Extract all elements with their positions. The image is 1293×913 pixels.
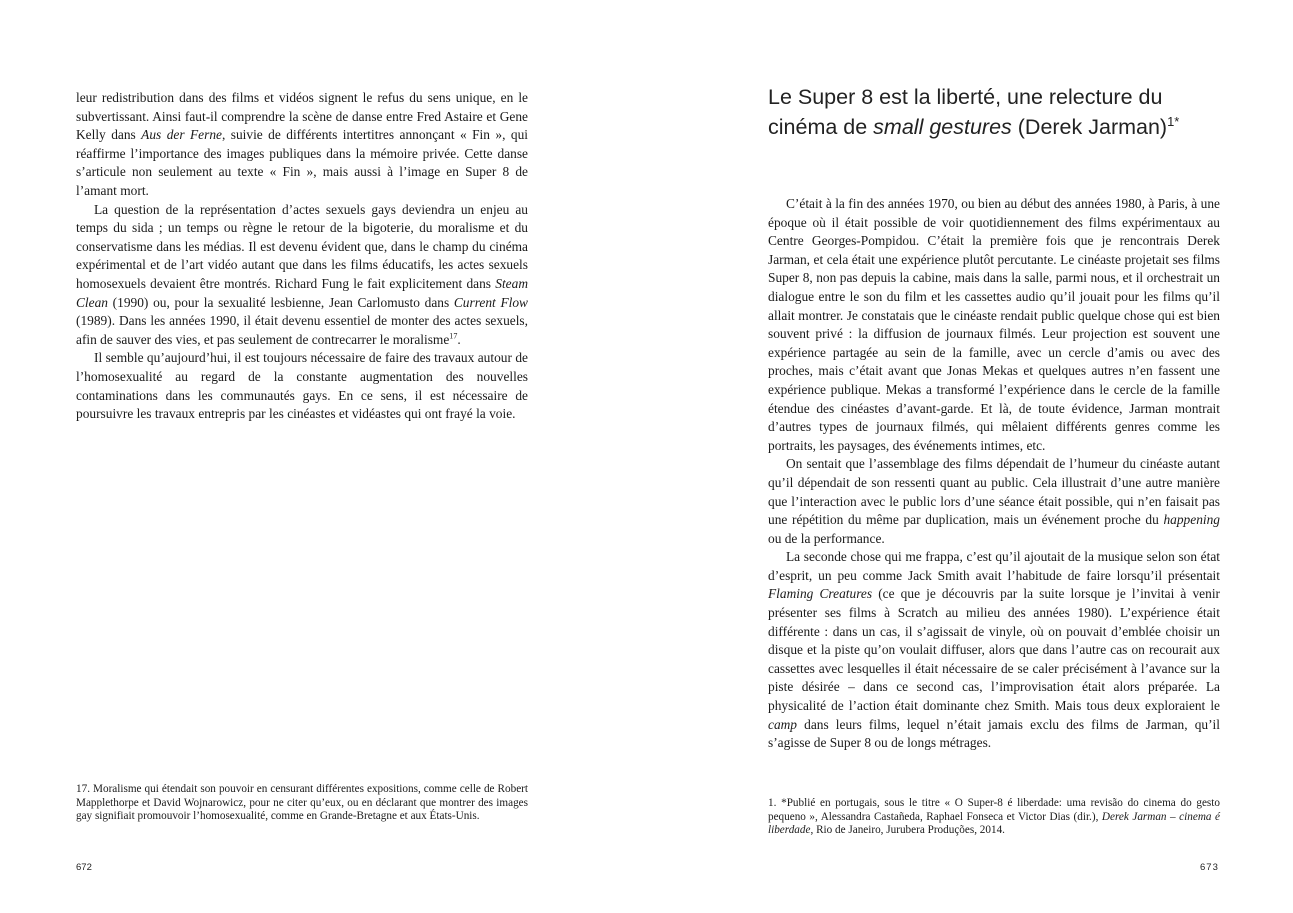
footnote: [768, 797, 1220, 838]
text-run: La question de la représentation d’actes sexuels gays deviendra un enjeu au temps du sida ; un temps ou règne le retour de la bigoterie, du moralisme et du conservatisme dans les médias. Il est devenu évident que, dans le champ du cinéma expérimental et de l’art vidéo autant que dans les films éducatifs, les actes sexuels homosexuels devaient être montrés. Richard Fung le fait explicitement dans: [76, 201, 528, 291]
paragraph: [768, 195, 1220, 455]
italic-title: Steam Clean: [76, 275, 528, 310]
paragraph: [768, 455, 1220, 548]
italic-title: camp: [768, 716, 798, 732]
body-text: [76, 89, 528, 424]
text-run: leur redistribution dans des films et vidéos signent le refus du sens unique, en le subvertissant. Ainsi faut-il comprendre la scène de danse entre Fred Astaire et Gene Kelly dans: [76, 90, 528, 143]
text-run: (1989). Dans les années 1990, il était devenu essentiel de monter des actes sexuels, afin de sauver des vies, et pas seulement de contrecarrer le moralisme: [76, 313, 528, 347]
title-italic: small gestures: [873, 115, 1012, 139]
paragraph: [76, 89, 528, 201]
left-page: [0, 0, 646, 913]
body-text: [768, 195, 1220, 753]
italic-title: Flaming Creatures: [768, 586, 873, 602]
page-number: 672: [76, 862, 92, 873]
text-run: ou de la performance.: [768, 530, 885, 546]
text-run: On sentait que l’assemblage des films dépendait de l’humeur du cinéaste autant qu’il dépendait de son ressenti quant au public. Cela illustrait d’une autre manière que l’interaction avec le public lors d’une séance était possible, qui n’en faisait pas une répétition du même par duplication, mais un événement proche du: [768, 456, 1220, 528]
text-run: La seconde chose qui me frappa, c’est qu’il ajoutait de la musique selon son état d’esprit, un peu comme Jack Smith avait l’habitude de faire lorsqu’il présentait: [768, 549, 1220, 583]
text-run: Il semble qu’aujourd’hui, il est toujours nécessaire de faire des travaux autour de l’homosexualité au regard de la constante augmentation des nouvelles contaminations dans les communautés gays. En ce sens, il est nécessaire de poursuivre les travaux entrepris par les cinéastes et vidéastes qui ont frayé la voie.: [76, 350, 528, 422]
footnote: [76, 783, 528, 824]
footnote-reference: 17: [449, 331, 458, 341]
text-run: dans leurs films, lequel n’était jamais exclu des films de Jarman, qu’il s’agisse de Super 8 ou de longs métrages.: [768, 716, 1220, 751]
right-page: [647, 0, 1293, 913]
text-run: , Rio de Janeiro, Jurubera Produções, 2014.: [810, 824, 1005, 837]
text-run: 17. Moralisme qui étendait son pouvoir en censurant différentes expositions, comme celle de Robert Mapplethorpe et David Wojnarowicz, pour ne citer qu’eux, ou en déclarant que montrer des images gay signifiait promouvoir l’homosexualité, comme en Grande-Bretagne et aux États-Unis.: [76, 783, 528, 823]
title-line-2-end: (Derek Jarman): [1011, 115, 1168, 139]
italic-title: happening: [1163, 512, 1220, 528]
text-run: C’était à la fin des années 1970, ou bien au début des années 1980, à Paris, à une époque où il était possible de voir quotidiennement des films expérimentaux au Centre Georges-Pompidou. C’était la première fois que je rencontrais Derek Jarman, et cela était une expérience plutôt percutante. Le cinéaste projetait ses films Super 8, non pas depuis la cabine, mais dans la salle, parmi nous, et il orchestrait un dialogue entre le son du film et les cassettes audio qu’il jouait pour les films qu’il allait montrer. Je constatais que le cinéaste rendait public quelque chose qui est bien souvent privé : la diffusion de journaux filmés. Leur projection est souvent une expérience partagée au sein de la famille, avec un cercle d’amis ou avec des proches, mais c’était avant que Jonas Mekas et quelques autres n’en fassent une expérience publique. Mekas a transformé l’expérience dans le cercle de la famille étendue des cinéastes d’avant-garde. Et là, de toute évidence, Jarman montrait d’autres types de journaux filmés, qui mêlaient différents genres comme les portraits, les paysages, des événements intimes, etc.: [768, 196, 1220, 453]
title-line-2-start: cinéma de: [768, 115, 874, 139]
chapter-title: [768, 82, 1228, 142]
title-line-1: Le Super 8 est la liberté, une relecture du: [768, 85, 1163, 109]
text-run: (1990) ou, pour la sexualité lesbienne, Jean Carlomusto dans: [108, 294, 454, 310]
paragraph: [76, 349, 528, 423]
italic-title: Derek Jarman – cinema é liberdade: [768, 810, 1220, 837]
text-run: 1. *Publié en portugais, sous le titre « O Super-8 é liberdade: uma revisão do cinema do gesto pequeno », Alessandra Castañeda, Raphael Fonseca et Victor Dias (dir.),: [768, 797, 1220, 823]
page-number: 673: [1200, 862, 1219, 873]
italic-title: Aus der Ferne: [141, 127, 222, 143]
title-note-mark: 1*: [1167, 113, 1180, 129]
text-run: (ce que je découvris par la suite lorsque je l’invitai à venir présenter ses films à Scratch au milieu des années 1980). L’expérience était différente : dans un cas, il s’agissait de vinyle, où on pouvait d’emblée choisir un disque et la piste qu’on voulait diffuser, alors que dans l’autre cas on recourait aux cassettes avec lesquelles il était nécessaire de se caler précisément à l’avance sur la piste désirée – dans ce second cas, l’improvisation était alors préparée. La physicalité de l’action était dominante chez Smith. Mais tous deux exploraient le: [768, 586, 1221, 714]
paragraph: [768, 548, 1220, 753]
footnotes: [76, 783, 528, 824]
text-run: .: [457, 331, 461, 347]
italic-title: Current Flow: [453, 294, 528, 310]
paragraph: [76, 201, 528, 350]
text-run: , suivie de différents intertitres annonçant « Fin », qui réaffirme l’importance des images publiques dans la mémoire privée. Cette danse s’articule non seulement au texte « Fin », mais aussi à l’image en Super 8 de l’amant mort.: [76, 127, 528, 198]
footnotes: [768, 797, 1220, 838]
